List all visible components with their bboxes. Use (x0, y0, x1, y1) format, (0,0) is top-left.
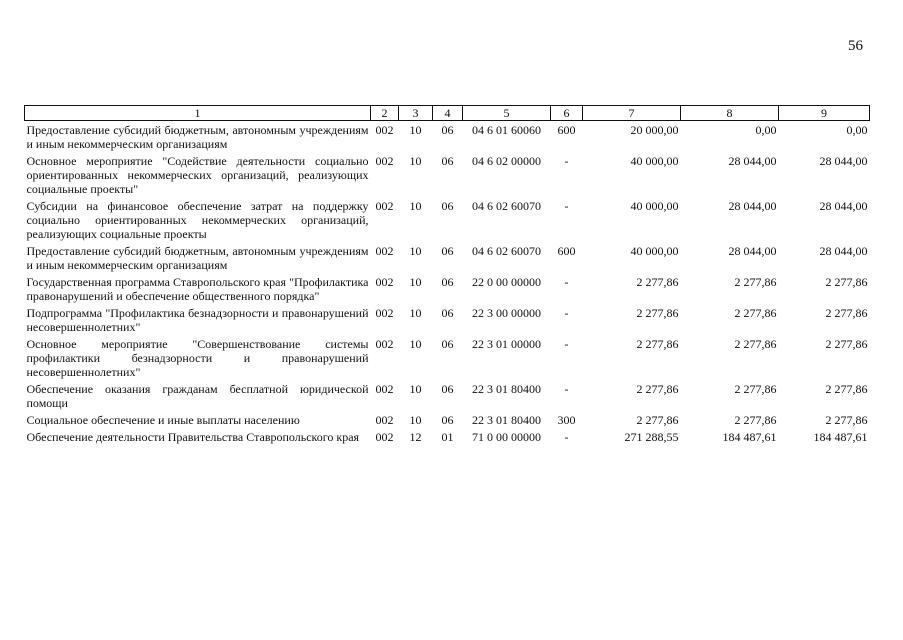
subsection-code: 01 (441, 430, 454, 444)
table-row (25, 304, 870, 335)
budget-table (24, 105, 870, 445)
amount-col9: 2 277,86 (825, 306, 868, 320)
amount-col7: 2 277,86 (636, 275, 679, 289)
amount-col8: 28 044,00 (728, 244, 777, 258)
row-name: Социальное обеспечение и иные выплаты населению (26, 413, 300, 427)
page-number: 56 (848, 38, 863, 54)
amount-col7: 40 000,00 (630, 154, 679, 168)
ministry-code: 002 (375, 199, 394, 213)
amount-col7: 40 000,00 (630, 199, 679, 213)
expense-type-code: - (564, 306, 569, 320)
subsection-code: 06 (441, 199, 454, 213)
table-row (25, 121, 870, 153)
expense-type-code: - (564, 199, 569, 213)
section-code: 10 (409, 337, 422, 351)
ministry-code: 002 (375, 382, 394, 396)
amount-col8: 2 277,86 (734, 337, 777, 351)
amount-col7: 2 277,86 (636, 413, 679, 427)
target-article-code: 22 3 01 80400 (472, 382, 541, 396)
target-article-code: 04 6 02 60070 (472, 244, 541, 258)
ministry-code: 002 (375, 430, 394, 444)
section-code: 10 (409, 154, 422, 168)
header-row (25, 106, 870, 121)
expense-type-code: - (564, 430, 569, 444)
expense-type-code: - (564, 154, 569, 168)
amount-col9: 2 277,86 (825, 337, 868, 351)
amount-col9: 0,00 (846, 123, 868, 137)
column-header: 8 (681, 106, 779, 121)
row-name: Основное мероприятие "Содействие деятельности социально ориентированных некоммерческих организаций, реализующих социальные проекты" (26, 154, 369, 196)
subsection-code: 06 (441, 123, 454, 137)
section-code: 10 (409, 275, 422, 289)
amount-col7: 2 277,86 (636, 337, 679, 351)
amount-col7: 271 288,55 (624, 430, 679, 444)
row-name: Основное мероприятие "Совершенствование системы профилактики безнадзорности и правонарушений несовершеннолетних" (26, 337, 369, 379)
amount-col7: 2 277,86 (636, 382, 679, 396)
subsection-code: 06 (441, 244, 454, 258)
amount-col8: 2 277,86 (734, 413, 777, 427)
ministry-code: 002 (375, 337, 394, 351)
column-header: 2 (371, 106, 399, 121)
amount-col8: 2 277,86 (734, 306, 777, 320)
column-header: 7 (583, 106, 681, 121)
expense-type-code: 600 (557, 123, 576, 137)
expense-type-code: - (564, 382, 569, 396)
amount-col9: 28 044,00 (819, 154, 868, 168)
column-header: 1 (25, 106, 371, 121)
row-name: Обеспечение деятельности Правительства Ставропольского края (26, 430, 360, 444)
expense-type-code: - (564, 337, 569, 351)
row-name: Субсидии на финансовое обеспечение затрат на поддержку социально ориентированных некоммерческих организаций, реализующих социальные проекты (26, 199, 369, 241)
subsection-code: 06 (441, 154, 454, 168)
ministry-code: 002 (375, 123, 394, 137)
amount-col8: 0,00 (755, 123, 777, 137)
subsection-code: 06 (441, 306, 454, 320)
amount-col8: 184 487,61 (722, 430, 777, 444)
section-code: 10 (409, 382, 422, 396)
column-header: 3 (399, 106, 433, 121)
target-article-code: 04 6 02 00000 (472, 154, 541, 168)
amount-col8: 2 277,86 (734, 275, 777, 289)
row-name: Предоставление субсидий бюджетным, автономным учреждениям и иным некоммерческим организациям (26, 244, 369, 272)
amount-col7: 20 000,00 (630, 123, 679, 137)
column-header: 6 (551, 106, 583, 121)
subsection-code: 06 (441, 337, 454, 351)
target-article-code: 71 0 00 00000 (472, 430, 541, 444)
subsection-code: 06 (441, 382, 454, 396)
section-code: 10 (409, 244, 422, 258)
table-row (25, 428, 870, 445)
amount-col8: 2 277,86 (734, 382, 777, 396)
column-header: 4 (433, 106, 463, 121)
table-row (25, 335, 870, 380)
row-name: Обеспечение оказания гражданам бесплатной юридической помощи (26, 382, 369, 410)
ministry-code: 002 (375, 306, 394, 320)
table-row (25, 273, 870, 304)
ministry-code: 002 (375, 154, 394, 168)
target-article-code: 22 3 01 80400 (472, 413, 541, 427)
target-article-code: 04 6 02 60070 (472, 199, 541, 213)
amount-col7: 2 277,86 (636, 306, 679, 320)
target-article-code: 22 3 01 00000 (472, 337, 541, 351)
subsection-code: 06 (441, 275, 454, 289)
target-article-code: 22 0 00 00000 (472, 275, 541, 289)
row-name: Подпрограмма "Профилактика безнадзорности и правонарушений несовершеннолетних" (26, 306, 369, 334)
amount-col9: 184 487,61 (813, 430, 868, 444)
target-article-code: 22 3 00 00000 (472, 306, 541, 320)
section-code: 10 (409, 199, 422, 213)
table-row (25, 197, 870, 242)
target-article-code: 04 6 01 60060 (472, 123, 541, 137)
ministry-code: 002 (375, 275, 394, 289)
amount-col9: 28 044,00 (819, 244, 868, 258)
section-code: 12 (409, 430, 422, 444)
expense-type-code: 600 (557, 244, 576, 258)
table-row (25, 152, 870, 197)
table-row (25, 380, 870, 411)
expense-type-code: - (564, 275, 569, 289)
row-name: Государственная программа Ставропольского края "Профилактика правонарушений и обеспечение общественного порядка" (26, 275, 369, 303)
section-code: 10 (409, 413, 422, 427)
table-row (25, 242, 870, 273)
amount-col8: 28 044,00 (728, 154, 777, 168)
subsection-code: 06 (441, 413, 454, 427)
row-name: Предоставление субсидий бюджетным, автономным учреждениям и иным некоммерческим организациям (26, 123, 369, 151)
section-code: 10 (409, 306, 422, 320)
amount-col7: 40 000,00 (630, 244, 679, 258)
expense-type-code: 300 (557, 413, 576, 427)
amount-col9: 2 277,86 (825, 275, 868, 289)
ministry-code: 002 (375, 413, 394, 427)
column-header: 9 (779, 106, 870, 121)
table-row (25, 411, 870, 428)
section-code: 10 (409, 123, 422, 137)
amount-col8: 28 044,00 (728, 199, 777, 213)
amount-col9: 2 277,86 (825, 413, 868, 427)
ministry-code: 002 (375, 244, 394, 258)
amount-col9: 2 277,86 (825, 382, 868, 396)
amount-col9: 28 044,00 (819, 199, 868, 213)
column-header: 5 (463, 106, 551, 121)
